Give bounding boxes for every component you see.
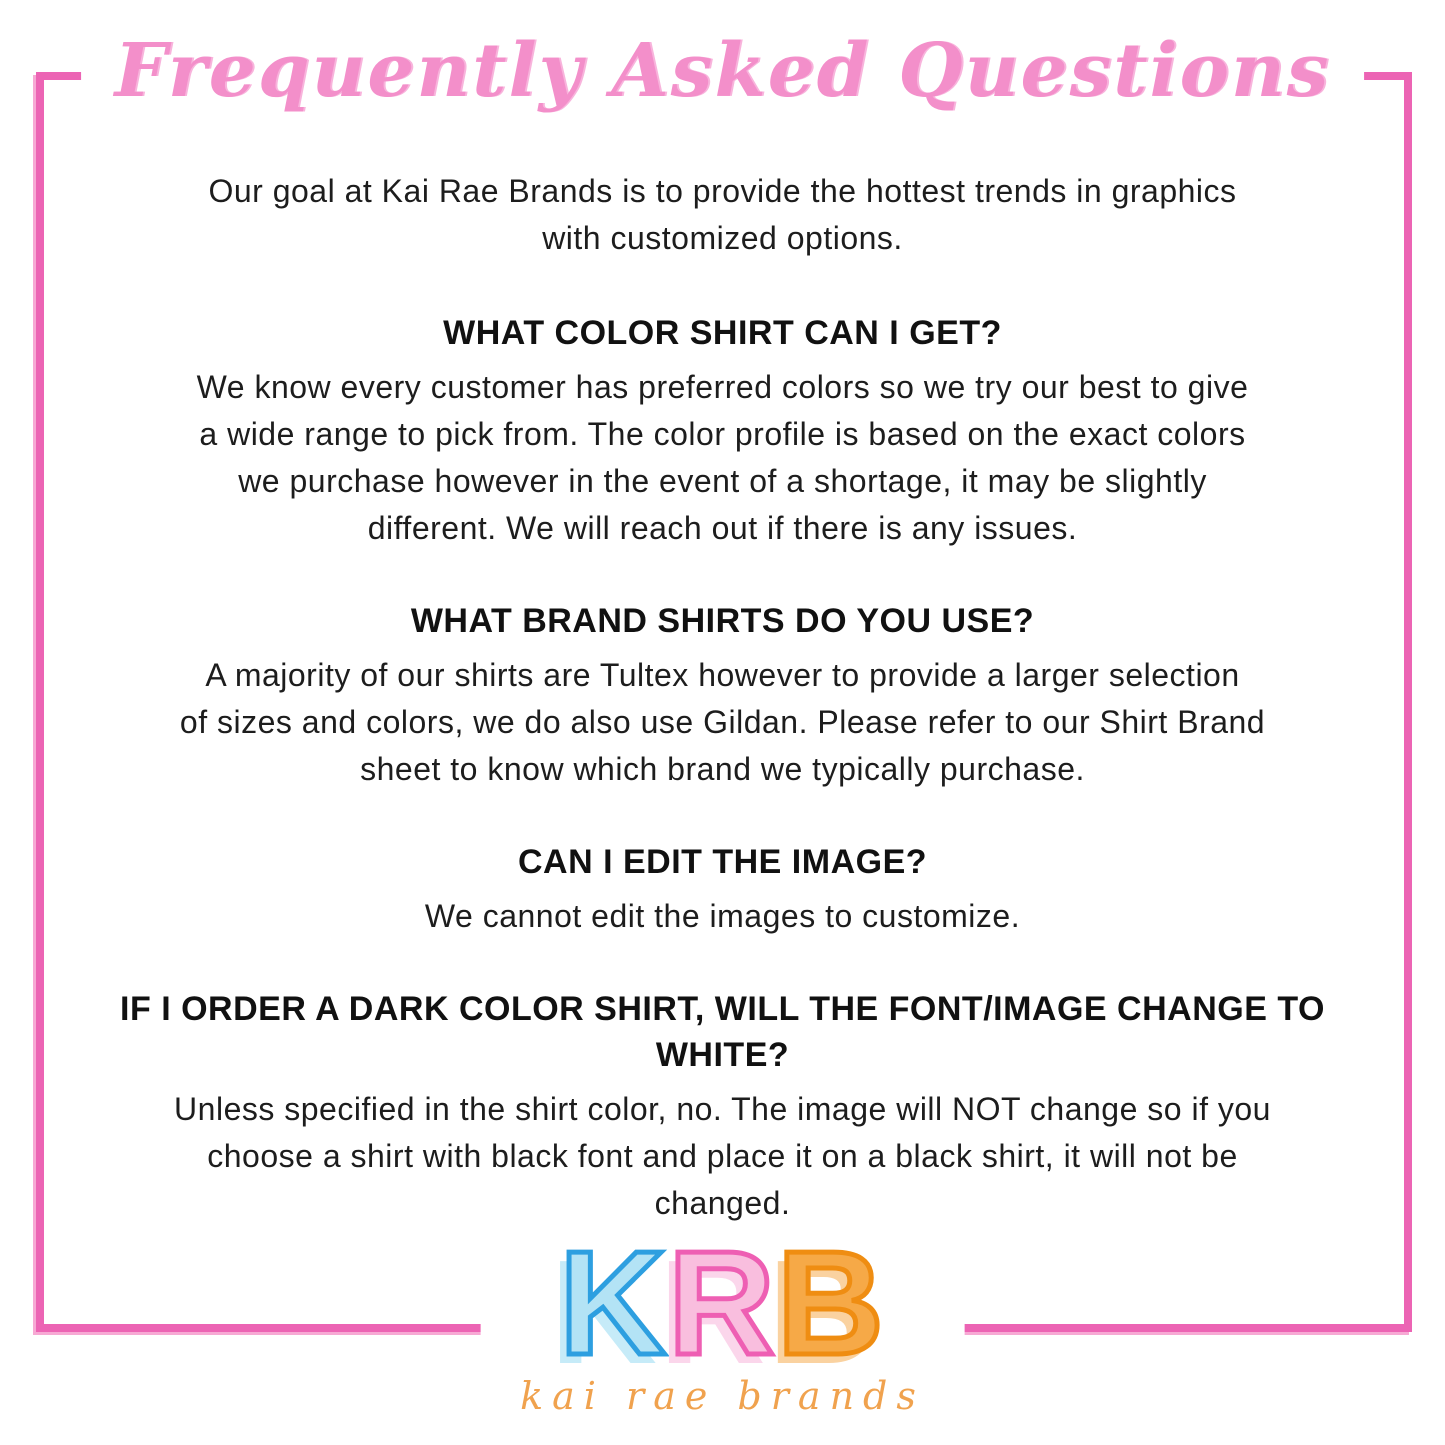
faq-content [98, 168, 1347, 1273]
faq-section [98, 598, 1347, 793]
faq-answer [98, 893, 1347, 940]
faq-answer-line: Unless specified in the shirt color, no. The image will NOT change so if you [174, 1091, 1271, 1127]
logo-letter-k: K [559, 1221, 669, 1386]
faq-answer-line: sheet to know which brand we typically purchase. [360, 751, 1085, 787]
faq-question-heading [98, 310, 1347, 356]
faq-answer [98, 652, 1347, 793]
faq-answer-line: different. We will reach out if there is any issues. [367, 510, 1078, 546]
intro-paragraph [98, 168, 1347, 262]
page-title-wrap [81, 0, 1365, 146]
faq-question-heading-line: WHAT BRAND SHIRTS DO YOU USE? [410, 602, 1035, 640]
faq-answer-line: A majority of our shirts are Tultex however to provide a larger selection [205, 657, 1240, 693]
faq-question-heading-line: CAN I EDIT THE IMAGE? [517, 843, 928, 881]
faq-section [98, 986, 1347, 1227]
faq-question-heading-line: WHAT COLOR SHIRT CAN I GET? [443, 314, 1002, 352]
faq-section [98, 839, 1347, 940]
brand-logo [480, 1221, 965, 1434]
faq-question-heading-line: IF I ORDER A DARK COLOR SHIRT, WILL THE FONT/IMAGE CHANGE TO [120, 990, 1325, 1028]
faq-question-heading-line: WHITE? [655, 1036, 790, 1074]
faq-question-heading [98, 598, 1347, 644]
faq-answer-line: of sizes and colors, we do also use Gildan. Please refer to our Shirt Brand [179, 704, 1266, 740]
faq-answer-line: a wide range to pick from. The color profile is based on the exact colors [199, 416, 1246, 452]
brand-logo-letters [520, 1221, 925, 1386]
faq-section [98, 310, 1347, 552]
faq-question-heading [98, 986, 1347, 1078]
page-title: Frequently Asked Questions [114, 28, 1331, 114]
logo-letter-b: B [776, 1221, 886, 1386]
faq-answer-line: We cannot edit the images to customize. [424, 898, 1021, 934]
brand-logo-tagline: kai rae brands [520, 1374, 925, 1418]
faq-answer-line: changed. [654, 1185, 791, 1221]
faq-answer [98, 364, 1347, 552]
faq-answer-line: we purchase however in the event of a shortage, it may be slightly [238, 463, 1207, 499]
faq-answer-line: choose a shirt with black font and place it on a black shirt, it will not be [207, 1138, 1238, 1174]
intro-line: Our goal at Kai Rae Brands is to provide the hottest trends in graphics [208, 173, 1237, 209]
logo-letter-r: R [668, 1221, 777, 1386]
faq-answer [98, 1086, 1347, 1227]
faq-question-heading [98, 839, 1347, 885]
faq-sections [98, 310, 1347, 1227]
intro-line: with customized options. [542, 220, 903, 256]
faq-answer-line: We know every customer has preferred colors so we try our best to give [196, 369, 1249, 405]
